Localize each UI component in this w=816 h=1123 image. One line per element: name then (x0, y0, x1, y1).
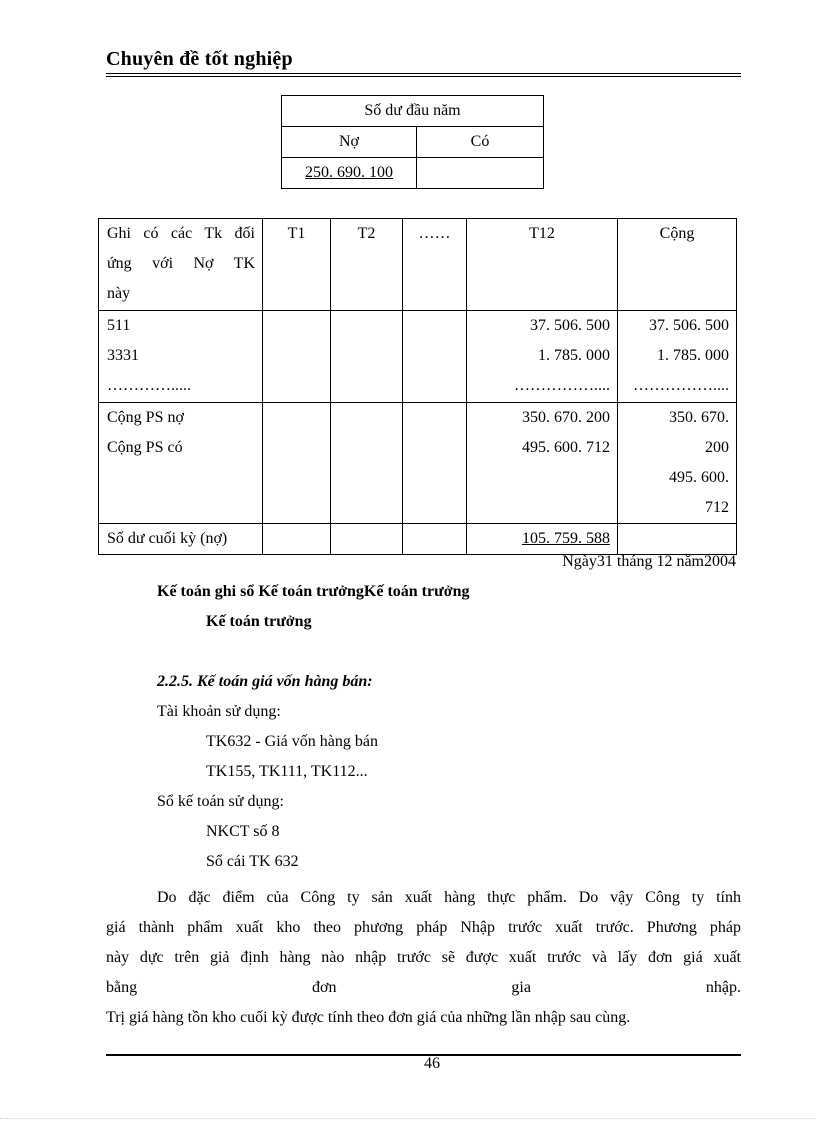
body-paragraph: Do đặc điểm của Công ty sản xuất hàng thực phẩm. Do vậy Công ty tính giá thành phẩm xuất kho theo phương pháp Nhập trước xuất trước. Phương pháp này dực trên giả định hàng nào nhập trước sẽ được xuất trước và lấy đơn giá xuất bằng đơn gia nhập. Trị giá hàng tồn kho cuối kỳ được tính theo đơn giá của những lần nhập sau cùng. (106, 889, 741, 1026)
accounts-t12-cell: 37. 506. 500 1. 785. 000 …………….... (467, 311, 618, 403)
closing-balance-value: 105. 759. 588 (522, 530, 610, 547)
book-used-label: Sổ kế toán sử dụng: (157, 793, 284, 810)
total-debit-label: Cộng PS nợ (107, 409, 184, 426)
accounts-cell (99, 311, 263, 403)
date-line: Ngày31 tháng 12 năm2004 (562, 553, 736, 570)
account-tk632: TK632 - Giá vốn hàng bán (206, 733, 378, 750)
signature-chief-accountant: Kế toán trưởng (206, 613, 312, 630)
header-t1: T1 (263, 219, 331, 311)
page-edge (0, 1118, 816, 1119)
opening-balance-co-value (417, 158, 544, 189)
ps-total-cell: 350. 670. 200 495. 600. 712 (618, 403, 737, 524)
account-3331: 3331 (107, 347, 139, 364)
header-rule-double (106, 76, 741, 77)
opening-balance-title: Số dư đầu năm (282, 96, 544, 127)
closing-balance-label: Số dư cuối kỳ (nợ) (99, 524, 263, 555)
signature-titles: Kế toán ghi sổ Kế toán trưởngKế toán trưởng (157, 583, 470, 600)
account-list: TK155, TK111, TK112... (206, 763, 368, 780)
header-contra-account: Ghi có các Tk đối ứng với Nợ TK này (99, 219, 263, 311)
header-dots: …… (403, 219, 467, 311)
page-header-title: Chuyên đề tốt nghiệp (106, 48, 293, 70)
book-ledger-632: Sổ cái TK 632 (206, 853, 299, 870)
section-heading: 2.2.5. Kế toán giá vốn hàng bán: (157, 673, 373, 690)
header-t12: T12 (467, 219, 618, 311)
col-header-no: Nợ (282, 127, 417, 158)
opening-balance-no-value: 250. 690. 100 (305, 164, 393, 181)
header-rule (106, 73, 741, 74)
accounts-total-cell: 37. 506. 500 1. 785. 000 …………….... (618, 311, 737, 403)
account-511: 511 (107, 317, 131, 334)
opening-balance-table (281, 95, 544, 189)
book-nkct8: NKCT số 8 (206, 823, 280, 840)
header-total: Cộng (618, 219, 737, 311)
page-number: 46 (424, 1055, 440, 1072)
ledger-table (98, 218, 737, 555)
ps-t12-cell: 350. 670. 200 495. 600. 712 (467, 403, 618, 524)
account-dots: …………..... (107, 377, 191, 394)
col-header-co: Có (417, 127, 544, 158)
account-used-label: Tài khoản sử dụng: (157, 703, 281, 720)
header-t2: T2 (331, 219, 403, 311)
total-credit-label: Cộng PS có (107, 439, 183, 456)
ps-labels-cell (99, 403, 263, 524)
